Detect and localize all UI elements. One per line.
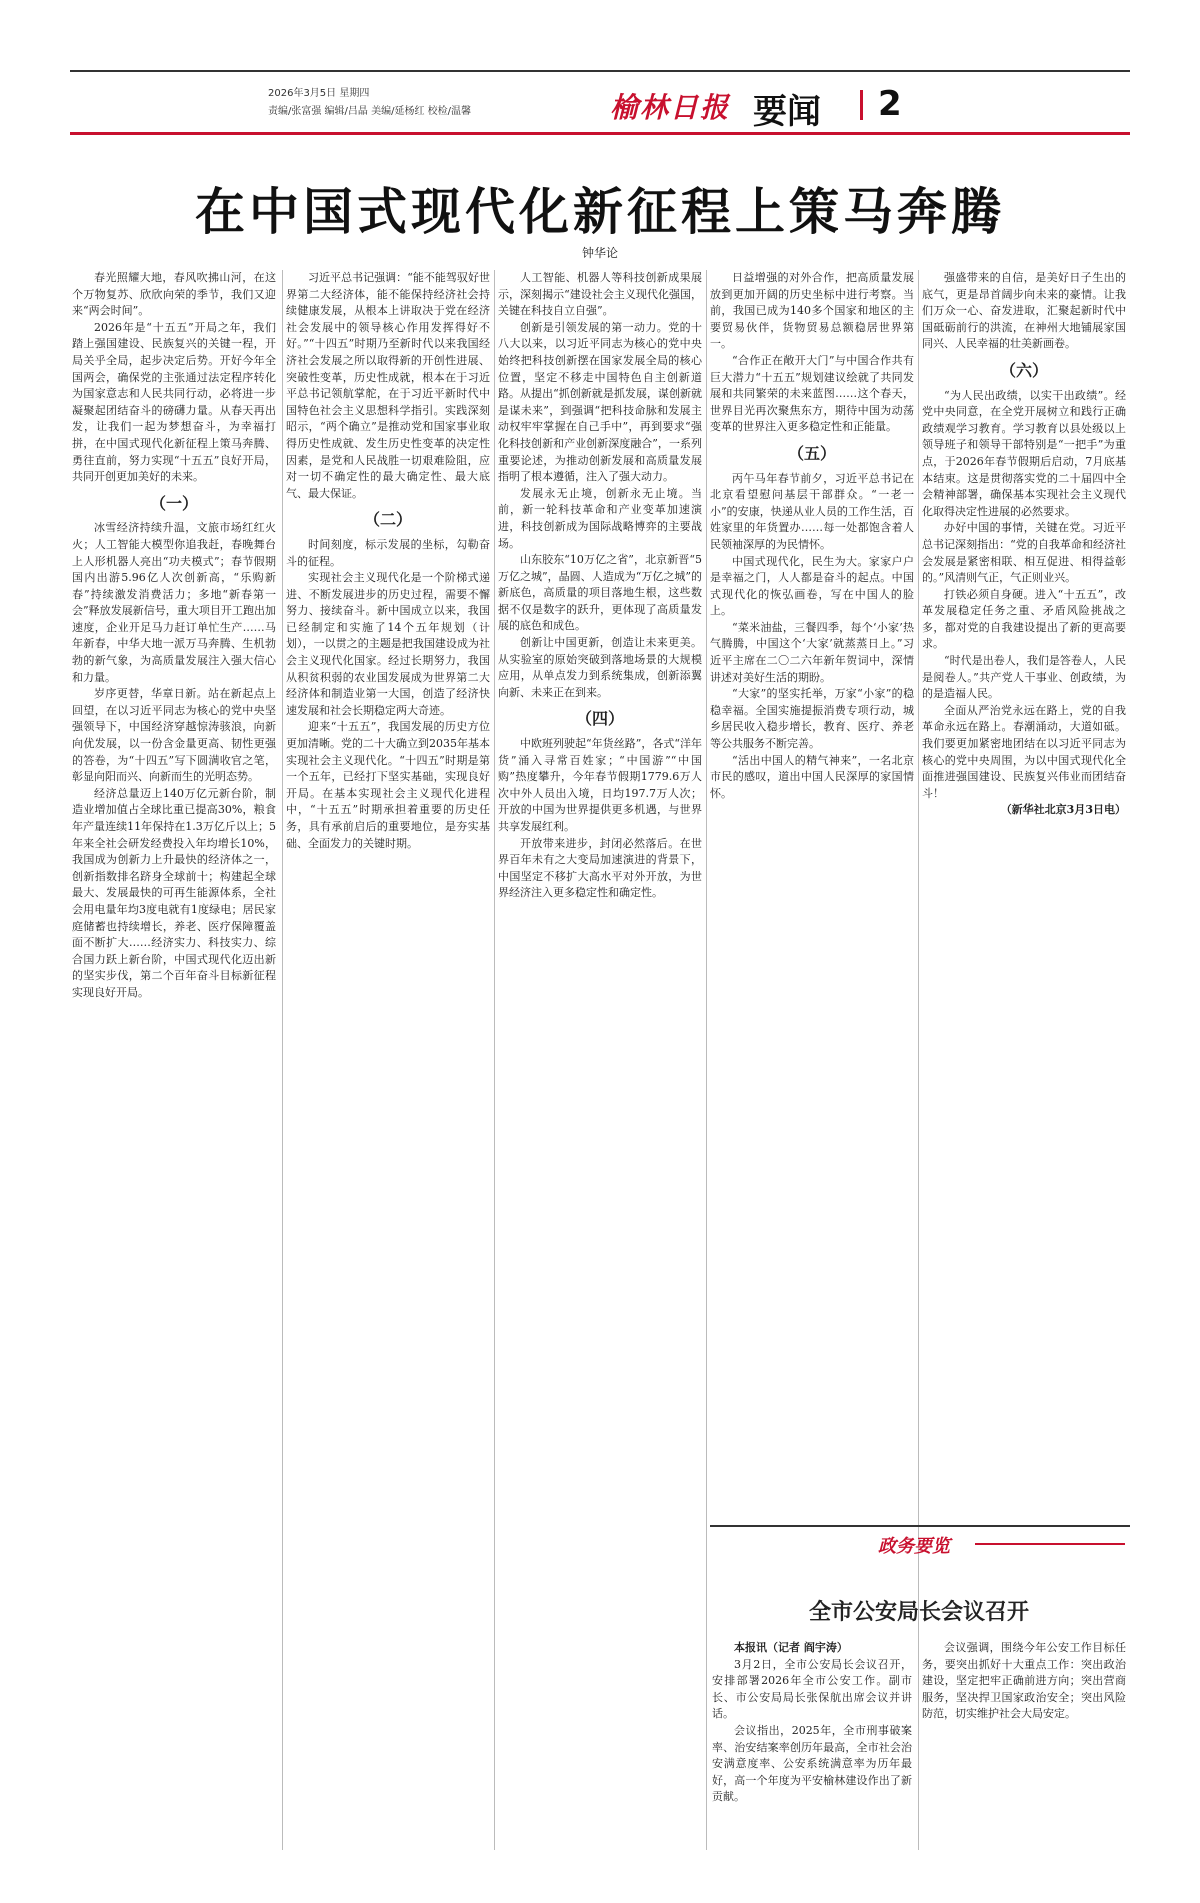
brief-title: 全市公安局长会议召开 [808,1600,1029,1625]
paragraph: 开放带来进步，封闭必然落后。在世界百年未有之大变局加速演进的背景下，中国坚定不移扩大高水平对外开放，为世界经济注入更多稳定性和确定性。 [498,836,702,900]
section-heading: （五） [787,443,836,463]
paragraph: 迎来“十五五”，我国发展的历史方位更加清晰。党的二十大确立到2035年基本实现社会主义现代化。“十四五”时期是第一个五年，已经打下坚实基础，实现良好开局。在基本实现社会主义现代化进程中，“十五五”时期承担着重要的历史任务，具有承前启后的重要地位，是夯实基础、全面发力的关键时期。 [286,720,490,850]
paragraph: 2026年是“十五五”开局之年，我们踏上强国建设、民族复兴的关键一程，开局关乎全局，起步决定后势。开好今年全国两会，确保党的主张通过法定程序转化为国家意志和人民共同行动，必将进一步凝聚起团结奋斗的磅礴力量。从春天再出发，让我们一起为梦想奋斗，为幸福打拼，在中国式现代化新征程上策马奔腾、勇往直前，努力实现“十五五”良好开局，共同开创更加美好的未来。 [72,320,276,484]
article-byline: 钟华论 [581,246,618,260]
paragraph: “为人民出政绩，以实干出政绩”。经党中央同意，在全党开展树立和践行正确政绩观学习教育。学习教育以县处级以上领导班子和领导干部特别是“一把手”为重点，于2026年春节假期后启动，7月底基本结束。这是贯彻落实党的二十届四中全会精神部署，确保基本实现社会主义现代化取得决定性进展的必然要求。 [922,388,1126,518]
brief-column-1 [712,1640,912,1860]
paragraph: 岁序更替，华章日新。站在新起点上回望，在以习近平同志为核心的党中央坚强领导下，中国经济穿越惊涛骇浪，向新向优发展，以一份含金量更高、韧性更强的答卷，为“十四五”写下圆满收官之笔，彰显向阳而兴、向新而生的光明态势。 [72,687,276,784]
column-divider [494,270,495,1850]
issue-date: 2026年3月5日 星期四 [268,88,370,99]
paragraph: “合作正在敞开大门”与中国合作共有巨大潜力“十五五”规划建议绘就了共同发展和共同繁荣的未来蓝图……这个春天，世界目光再次聚焦东方，期待中国为动荡变革的世界注入更多稳定性和正能量。 [710,353,914,434]
brief-label: 政务要览 [878,1536,950,1557]
article-title: 在中国式现代化新征程上策马奔腾 [195,183,1005,241]
paragraph: “菜米油盐，三餐四季，每个‘小家’热气腾腾，中国这个‘大家’就蒸蒸日上。”习近平主席在二〇二六年新年贺词中，深情讲述对美好生活的期盼。 [710,620,914,684]
paragraph: 办好中国的事情，关键在党。习近平总书记深刻指出：“党的自我革命和经济社会发展是紧密相联、相互促进、相得益彰的。”风清则气正，气正则业兴。 [922,521,1126,585]
paragraph: 时间刻度，标示发展的坐标，勾勒奋斗的征程。 [286,537,490,568]
article-column-1 [72,270,276,1850]
paragraph: 强盛带来的自信，是美好日子生出的底气，更是昂首阔步向未来的豪情。让我们万众一心、奋发进取，汇聚起新时代中国砥砺前行的洪流，在神州大地铺展家国同兴、人民幸福的壮美新画卷。 [922,271,1126,351]
top-rule [70,70,1130,72]
paragraph: 习近平总书记强调：“能不能驾驭好世界第二大经济体，能不能保持经济社会持续健康发展，从根本上讲取决于党在经济社会发展中的领导核心作用发挥得好不好。”“十四五”时期乃至新时代以来我国经济社会发展之所以取得新的开创性进展、突破性变革，历史性成就，根本在于习近平总书记领航掌舵，在于习近平新时代中国特色社会主义思想科学指引。实践深刻昭示，“两个确立”是推动党和国家事业取得历史性成就、发生历史性变革的决定性因素，是党和人民战胜一切艰难险阻，应对一切不确定性的最大确定性、最大底气、最大保证。 [286,271,490,500]
paragraph: 创新是引领发展的第一动力。党的十八大以来，以习近平同志为核心的党中央始终把科技创新摆在国家发展全局的核心位置，坚定不移走中国特色自主创新道路。从提出“抓创新就是抓发展，谋创新就是谋未来”，到强调“把科技命脉和发展主动权牢牢掌握在自己手中”，再到要求“强化科技创新和产业创新深度融合”，一系列重要论述，为推动创新发展和高质量发展指明了根本遵循，注入了强大动力。 [498,320,702,484]
paper-logo: 榆林日报 [610,91,731,124]
section-heading: （一） [149,493,198,513]
paragraph: 中国式现代化，民生为大。家家户户是幸福之门，人人都是奋斗的起点。中国式现代化的恢弘画卷，写在中国人的脸上。 [710,554,914,618]
column-divider [282,270,283,1850]
paragraph: 实现社会主义现代化是一个阶梯式递进、不断发展进步的历史过程，需要不懈努力、接续奋斗。新中国成立以来，我国已经制定和实施了14个五年规划（计划），一以贯之的主题是把我国建设成为社会主义现代化国家。经过长期努力，我国从积贫积弱的农业国发展成为世界第二大经济体和制造业第一大国，创造了经济快速发展和社会长期稳定两大奇迹。 [286,571,490,717]
brief-column-2 [922,1640,1126,1860]
article-column-5 [922,270,1126,1520]
paragraph: 全面从严治党永远在路上，党的自我革命永远在路上。春潮涌动，大道如砥。我们要更加紧密地团结在以习近平同志为核心的党中央周围，为以中国式现代化全面推进强国建设、民族复兴伟业而团结奋斗！ [922,703,1126,800]
dateline: （新华社北京3月3日电） [1000,803,1126,817]
article-column-2 [286,270,490,1850]
paragraph: 会议强调，围绕今年公安工作目标任务，要突出抓好十大重点工作：突出政治建设，坚定把牢正确前进方向；突出营商服务，坚决捍卫国家政治安全；突出风险防范，切实维护社会大局安定。 [922,1641,1126,1721]
paragraph: 3月2日，全市公安局长会议召开，安排部署2026年全市公安工作。副市长、市公安局局长张保航出席会议并讲话。 [712,1657,912,1721]
paragraph: 发展永无止境，创新永无止境。当前，新一轮科技革命和产业变革加速演进，科技创新成为国际战略博弈的主要战场。 [498,486,702,550]
editors-line: 责编/张富强 编辑/吕晶 美编/延杨红 校检/温馨 [268,106,472,117]
masthead [70,84,1130,132]
article-column-4 [710,270,914,1520]
paragraph: 经济总量迈上140万亿元新台阶，制造业增加值占全球比重已提高30%，粮食年产量连续11年保持在1.3万亿斤以上；5年来全社会研发经费投入年均增长10%，我国成为创新力上升最快的经济体之一，创新指数排名跻身全球前十；构建起全球最大、发展最快的可再生能源体系，全社会用电量年均3度电就有1度绿电；居民家庭储蓄也持续增长，养老、医疗保障覆盖面不断扩大……经济实力、科技实力、综合国力跃上新台阶，中国式现代化迈出新的坚实步伐，第二个百年奋斗目标新征程实现良好开局。 [72,786,276,999]
paragraph: 日益增强的对外合作，把高质量发展放到更加开阔的历史坐标中进行考察。当前，我国已成为140多个国家和地区的主要贸易伙伴，货物贸易总额稳居世界第一。 [710,271,914,351]
paragraph: “活出中国人的精气神来”，一名北京市民的感叹，道出中国人民深厚的家国情怀。 [710,753,914,800]
paragraph: 人工智能、机器人等科技创新成果展示，深刻揭示“建设社会主义现代化强国，关键在科技自立自强”。 [498,271,702,318]
paragraph: 春光照耀大地，春风吹拂山河，在这个万物复苏、欣欣向荣的季节，我们又迎来“两会时间”。 [72,271,276,318]
section-heading: （六） [999,360,1048,380]
paragraph: 创新让中国更新，创造让未来更美。从实验室的原始突破到落地场景的大规模应用，从单点发力到系统集成，创新添翼向新、未来正在到来。 [498,636,702,699]
paragraph: “大家”的坚实托举，万家“小家”的稳稳幸福。全国实施提振消费专项行动，城乡居民收入稳步增长，教育、医疗、养老等公共服务不断完善。 [710,687,914,751]
brief-top-rule [710,1525,1130,1527]
paragraph: 冰雪经济持续升温，文旅市场红红火火；人工智能大模型你追我赶，春晚舞台上人形机器人亮出“功夫模式”；春节假期国内出游5.96亿人次创新高，“乐购新春”持续激发消费活力；多地“新春第一会”释放发展新信号，重大项目开工跑出加速度，企业开足马力赶订单忙生产……马年新春，中华大地一派万马奔腾、生机勃勃的新气象，为高质量发展注入强大信心和力量。 [72,521,276,684]
section-name: 要闻 [753,92,821,132]
paragraph: 丙午马年春节前夕，习近平总书记在北京看望慰问基层干部群众。“一老一小”的安康，快递从业人员的工作生活，百姓家里的年货置办……每一处都饱含着人民领袖深厚的为民情怀。 [710,471,914,551]
article-column-3 [498,270,702,1850]
paragraph: 打铁必须自身硬。进入“十五五”，改革发展稳定任务之重、矛盾风险挑战之多，都对党的自我建设提出了新的更高要求。 [922,587,1126,651]
paragraph: “时代是出卷人，我们是答卷人，人民是阅卷人。”共产党人干事业、创政绩，为的是造福人民。 [922,654,1126,701]
page-number: 2 [878,84,902,124]
masthead-rule [70,132,1130,135]
section-heading: （二） [363,510,412,530]
section-divider [860,90,863,120]
paragraph: 会议指出，2025年，全市刑事破案率、治安结案率创历年最高，全市社会治安满意度率、公安系统满意率为历年最好，高一个年度为平安榆林建设作出了新贡献。 [712,1723,912,1804]
paragraph: 中欧班列驶起“年货丝路”，各式“洋年货”涌入寻常百姓家；“中国游”“中国购”热度攀升，今年春节假期1779.6万人次中外人员出入境，日均197.7万人次；开放的中国为世界提供更多机遇，与世界共享发展红利。 [498,737,702,833]
brief-byline: 本报讯（记者 阎宇涛） [734,1641,848,1654]
column-divider [706,270,707,1850]
brief-accent-line [975,1543,1125,1545]
paragraph: 山东胶东“10万亿之省”，北京新晋“5万亿之城”，晶圆、人造成为“万亿之城”的新底色，高质量的项目落地生根，这些数据不仅是数字的跃升，更体现了高质量发展的底色和成色。 [498,553,702,633]
section-heading: （四） [575,709,624,729]
